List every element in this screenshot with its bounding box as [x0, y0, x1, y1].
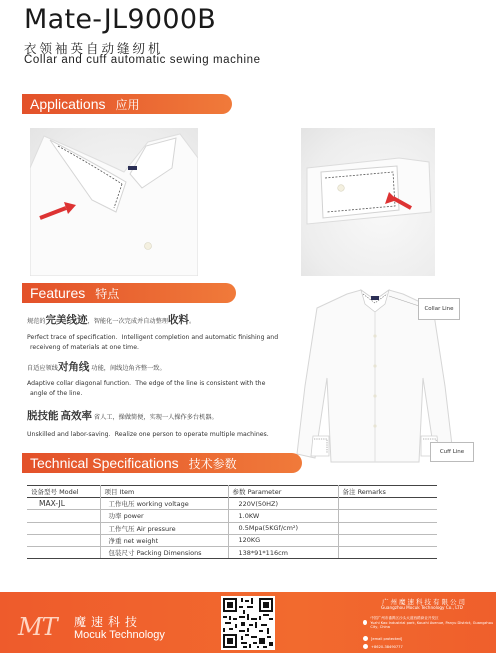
- phone-icon: [363, 644, 368, 649]
- model-cell: [27, 522, 100, 534]
- item-cell: 工作电压 working voltage: [100, 498, 228, 510]
- feature-highlight: 完美线迹: [45, 314, 88, 326]
- table-header-row: [27, 486, 437, 498]
- logo-mark: MT: [18, 613, 57, 641]
- feature-1-en-1: Perfect trace of specification．Intelligent completion and automatic finishing and: [27, 334, 279, 341]
- email-text[interactable]: [email protected]: [371, 636, 403, 641]
- col-header-item: 项目 Item: [100, 486, 228, 498]
- feature-1-en-2: receiveng of materials at one time.: [30, 344, 139, 351]
- collar-label: [128, 166, 137, 170]
- table-row: [27, 534, 437, 546]
- feature-text: 规范的: [27, 318, 46, 325]
- applications-title-en: Applications: [30, 96, 106, 112]
- item-cell: 包装尺寸 Packing Dimensions: [100, 546, 228, 558]
- remarks-cell: [338, 546, 437, 558]
- features-title-en: Features: [30, 285, 86, 301]
- feature-highlight: 脱技能: [27, 410, 59, 422]
- model-cell: MAX-JL: [27, 498, 100, 510]
- feature-highlight: 收料: [168, 314, 189, 326]
- contact-phone: [363, 644, 403, 649]
- phone-text: +8620-38490777: [371, 644, 403, 649]
- address-en: Yuzhi Kao Industrial park, Kouzhi Avenue, Panyu District, Guangzhou City, China: [370, 621, 494, 629]
- logo-name-en: Mocuk Technology: [74, 629, 165, 641]
- cuff-illustration: [301, 128, 435, 276]
- subtitle-en: Collar and cuff automatic sewing machine: [24, 54, 261, 66]
- table-row: [27, 546, 437, 558]
- remarks-cell: [338, 498, 437, 510]
- param-cell: 220V(50HZ): [228, 498, 338, 510]
- contact-address: [363, 616, 496, 629]
- features-title-cn: 特点: [95, 286, 120, 301]
- col-header-remarks: 备注 Remarks: [342, 488, 386, 497]
- feature-text: 自适应领线: [27, 365, 58, 372]
- param-cell: 120KG: [228, 534, 338, 546]
- applications-title-cn: 应用: [115, 97, 140, 112]
- feature-2-en-2: angle of the line.: [30, 390, 83, 397]
- callout-collar-line: Collar Line: [418, 298, 460, 320]
- item-cell: 工作气压 Air pressure: [100, 522, 228, 534]
- logo-name-cn: 魔速科技: [74, 615, 143, 629]
- remarks-cell: [338, 534, 437, 546]
- table-row: [27, 498, 437, 510]
- features-header: [22, 283, 236, 303]
- model-cell: [27, 510, 100, 522]
- remarks-cell: [338, 510, 437, 522]
- applications-header: [22, 94, 232, 114]
- subtitle-cn: 衣领袖英自动缝纫机: [24, 41, 164, 56]
- feature-2-en-1: Adaptive collar diagonal function．The edge of the line is consistent with the: [27, 380, 266, 387]
- param-cell: 138*91*116cm: [228, 546, 338, 558]
- model-cell: [27, 534, 100, 546]
- feature-text: 省人工，操做简便，实现一人操作多台机器。: [91, 414, 218, 421]
- feature-text: 功能，间线边角齐整一致。: [89, 365, 166, 372]
- location-icon: [363, 620, 367, 625]
- tech-title-en: Technical Specifications: [30, 455, 179, 471]
- feature-highlight: 对角线: [57, 361, 90, 373]
- remarks-cell: [338, 522, 437, 534]
- table-row: [27, 522, 437, 534]
- param-cell: 1.0KW: [228, 510, 338, 522]
- feature-3-en: Unskilled and labor-saving．Realize one person to operate multiple machines.: [27, 431, 269, 438]
- cuff-photo: [301, 128, 435, 276]
- spec-table: [27, 485, 437, 559]
- feature-text: 。: [189, 318, 196, 325]
- contact-email: [363, 636, 402, 641]
- param-cell: 0.5Mpa(5KGf/cm²): [228, 522, 338, 534]
- item-cell: 功率 power: [100, 510, 228, 522]
- feature-highlight: 高效率: [60, 410, 92, 422]
- col-header-model: 设备型号 Model: [27, 486, 100, 498]
- address-cn: 中国广州市番禺区沙头大道西路商业开发区: [370, 616, 439, 620]
- collar-photo: [30, 128, 198, 276]
- qr-code: [221, 596, 275, 650]
- tech-title-cn: 技术参数: [188, 456, 237, 471]
- feature-2-cn: [27, 360, 166, 374]
- company-name-en: Guangzhou Mocuk Technology Co., LTD: [381, 605, 463, 610]
- model-cell: [27, 546, 100, 558]
- table-row: [27, 510, 437, 522]
- company-name-cn: 广州魔速科技有限公司: [382, 598, 467, 606]
- email-icon: [363, 636, 368, 641]
- feature-text: ，智能化一次完成并自动整理: [87, 318, 168, 325]
- tech-specs-header: [22, 453, 302, 473]
- collar-illustration: [30, 128, 198, 276]
- page-title: Mate-JL9000B: [24, 4, 217, 35]
- qr-code-icon: [221, 596, 275, 650]
- feature-1-cn: [27, 313, 195, 327]
- callout-cuff-line: Cuff Line: [430, 442, 474, 462]
- feature-3-cn: [27, 409, 218, 423]
- item-cell: 净重 net weight: [100, 534, 228, 546]
- col-header-parameter: 参数 Parameter: [228, 486, 338, 498]
